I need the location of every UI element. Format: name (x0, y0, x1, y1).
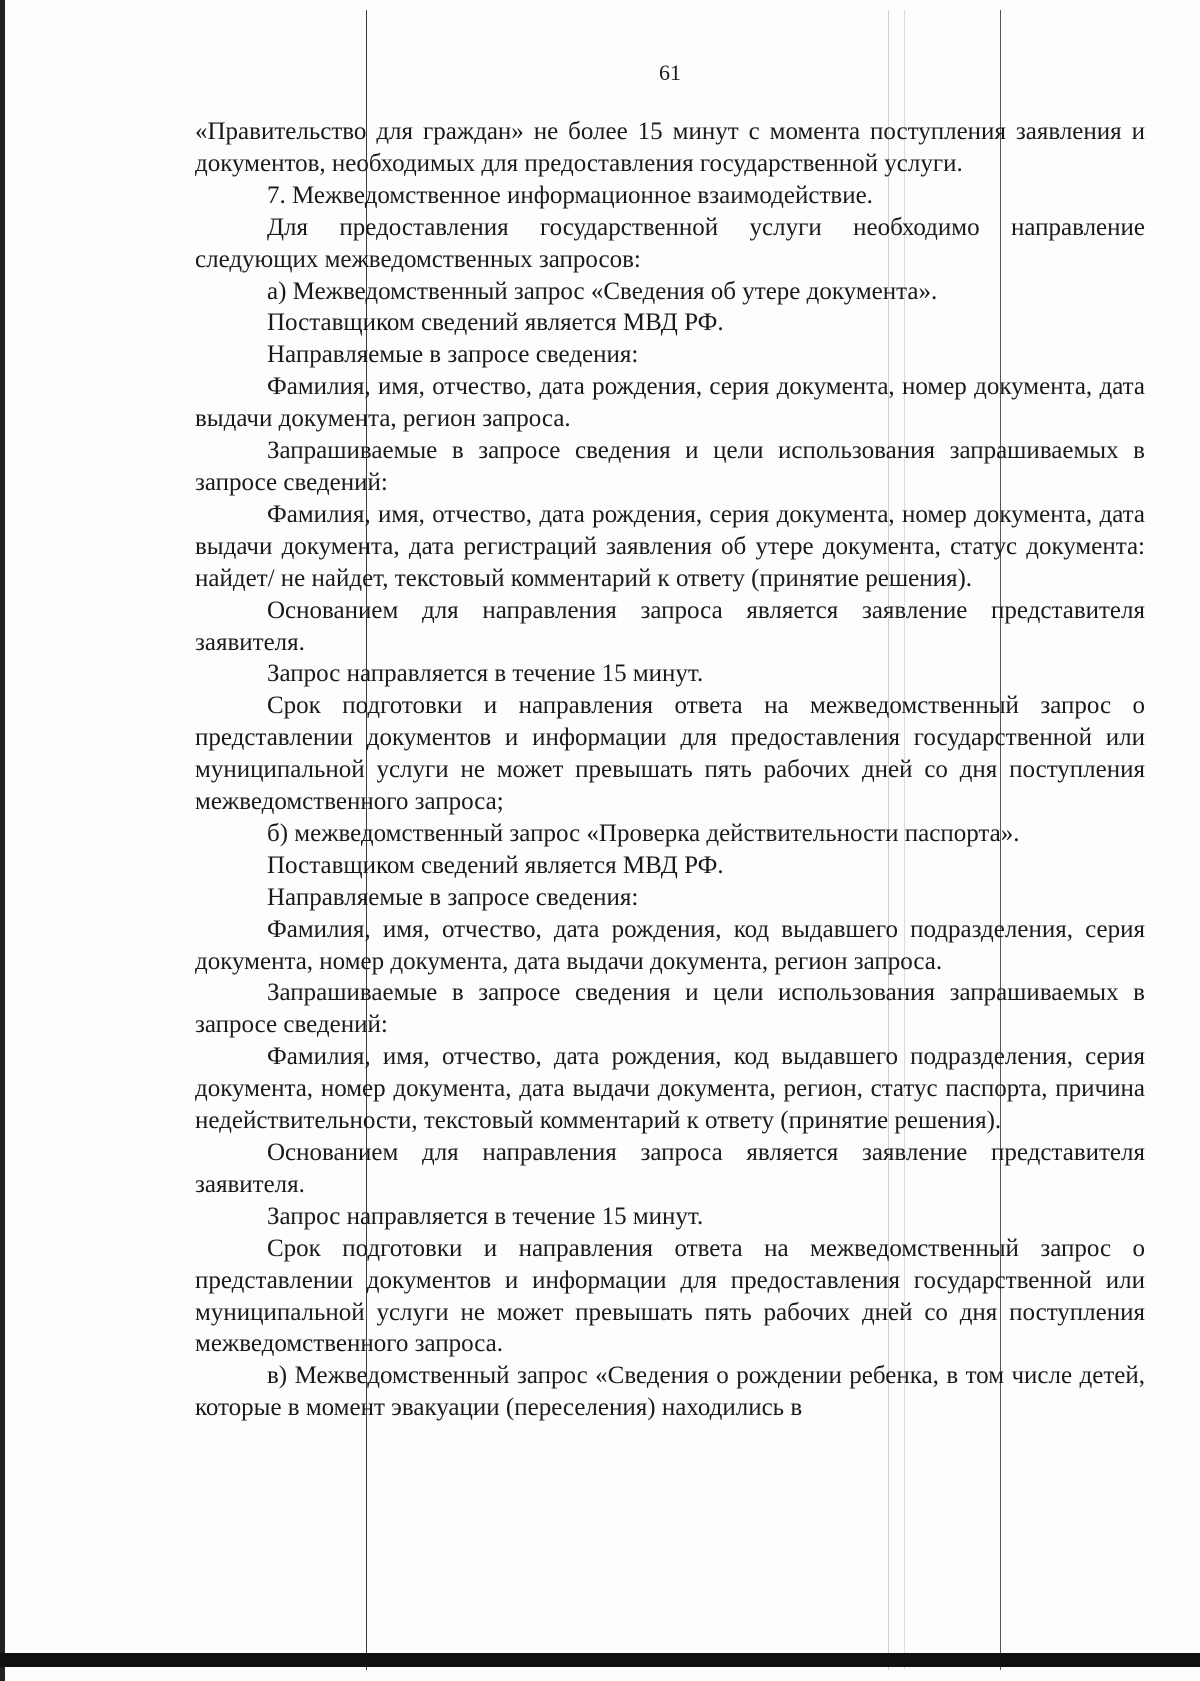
paragraph: Запрашиваемые в запросе сведения и цели использования запрашиваемых в запросе сведений: (195, 437, 1145, 496)
section-heading: 7. Межведомственное информационное взаимодействие. (267, 181, 873, 209)
paragraph: Направляемые в запросе сведения: (267, 883, 639, 911)
paragraph: Фамилия, имя, отчество, дата рождения, серия документа, номер документа, дата выдачи документа, регион запроса. (195, 373, 1145, 433)
paragraph: Поставщиком сведений является МВД РФ. (267, 851, 724, 879)
paragraph: в) Межведомственный запрос «Сведения о рождении ребенка, в том числе детей, которые в момент эвакуации (переселения) находились в (195, 1362, 1145, 1422)
scan-left-edge (0, 0, 5, 1681)
paragraph: б) межведомственный запрос «Проверка действительности паспорта». (267, 819, 1020, 847)
paragraph: Запрос направляется в течение 15 минут. (267, 660, 704, 688)
paragraph: Запрашиваемые в запросе сведения и цели использования запрашиваемых в запросе сведений: (195, 979, 1145, 1039)
paragraph: Фамилия, имя, отчество, дата рождения, код выдавшего подразделения, серия документа, номер документа, дата выдачи документа, регион, статус паспорта, причина недействительности, текстовый комментарий к ответу (принятие решения). (195, 1043, 1145, 1135)
paragraph: Запрос направляется в течение 15 минут. (267, 1202, 704, 1230)
paragraph: Срок подготовки и направления ответа на межведомственный запрос о представлении документов и информации для предоставления государственной или муниципальной услуги не может превышать пять рабочих дней со дня поступления межведомственного запроса. (195, 1234, 1145, 1358)
paragraph: Для предоставления государственной услуги необходимо направление следующих межведомственных запросов: (195, 213, 1145, 273)
paragraph: а) Межведомственный запрос «Сведения об утере документа». (267, 277, 938, 305)
scan-bottom-edge (0, 1653, 1200, 1667)
paragraph: Фамилия, имя, отчество, дата рождения, код выдавшего подразделения, серия документа, номер документа, дата выдачи документа, регион запроса. (195, 915, 1145, 975)
paragraph: «Правительство для граждан» не более 15 минут с момента поступления заявления и документов, необходимых для предоставления государственной услуги. (195, 118, 1145, 177)
paragraph: Направляемые в запросе сведения: (267, 341, 639, 369)
paragraph: Поставщиком сведений является МВД РФ. (267, 309, 724, 337)
paragraph: Фамилия, имя, отчество, дата рождения, серия документа, номер документа, дата выдачи документа, дата регистраций заявления об утере документа, статус документа: найдет/ не найдет, текстовый комментарий к ответу (принятие решения). (195, 500, 1145, 592)
paragraph: Срок подготовки и направления ответа на межведомственный запрос о представлении документов и информации для предоставления государственной или муниципальной услуги не может превышать пять рабочих дней со дня поступления межведомственного запроса; (195, 692, 1145, 816)
document-body (195, 116, 1145, 1424)
paragraph: Основанием для направления запроса является заявление представителя заявителя. (195, 1139, 1145, 1198)
page-number: 61 (659, 60, 681, 85)
paragraph: Основанием для направления запроса является заявление представителя заявителя. (195, 596, 1145, 656)
